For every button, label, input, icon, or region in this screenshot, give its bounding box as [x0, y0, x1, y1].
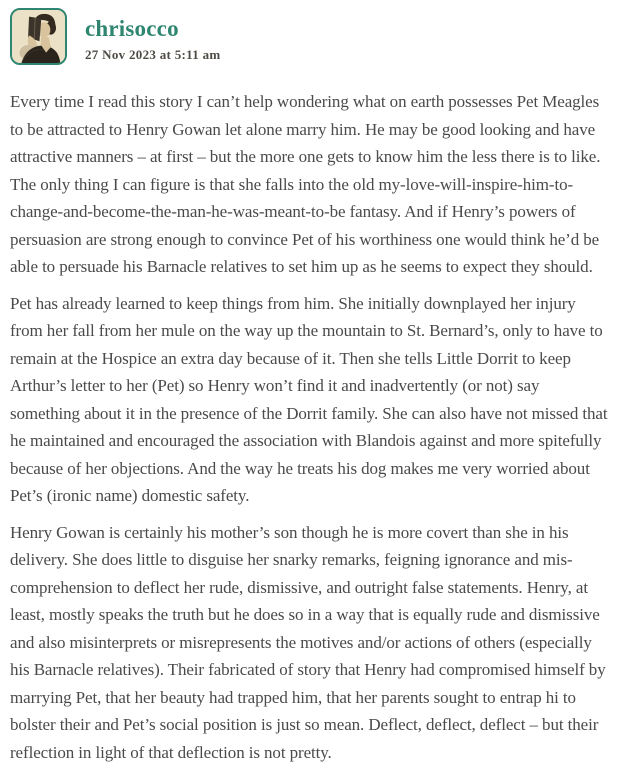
- comment-meta: [85, 8, 221, 64]
- comment-body: [10, 88, 611, 766]
- avatar: [10, 8, 67, 65]
- comment-author-link[interactable]: chrisocco: [85, 16, 179, 41]
- vintage-woman-reading-icon: [12, 10, 65, 63]
- comment-paragraph-2: Pet has already learned to keep things from him. She initially downplayed her injury from her fall from her mule on the way up the mountain to St. Bernard’s, only to have to remain at the Hospice an extra day because of it. Then she tells Little Dorrit to keep Arthur’s letter to her (Pet) so Henry won’t find it and inadvertently (or not) say something about it in the presence of the Dorrit family. She can also have not missed that he maintained and encouraged the association with Blandois against and more spitefully because of her objections. And the way he treats his dog makes me very worried about Pet’s (ironic name) domestic safety.: [10, 293, 608, 505]
- comment-paragraph-3: Henry Gowan is certainly his mother’s son though he is more covert than she in his delivery. She does little to disguise her snarky remarks, feigning ignorance and miscomprehension to deflect her rude, dismissive, and outright false statements. Henry, at least, mostly speaks the truth but he does so in a way that is equally rude and dismissive and also misinterprets or misrepresents the motives and/or actions of others (especially his Barnacle relatives). Their fabricated of story that Henry had compromised himself by marrying Pet, that her beauty had trapped him, that her parents sought to entrap hi to bolster their and Pet’s social position is just so mean. Deflect, deflect, deflect – but their reflection in light of that deflection is not pretty.: [10, 522, 606, 762]
- comment-timestamp-link[interactable]: 27 Nov 2023 at 5:11 am: [85, 47, 221, 62]
- comment-paragraph-1: Every time I read this story I can’t help wondering what on earth possesses Pet Meagles to be attracted to Henry Gowan let alone marry him. He may be good looking and have attractive manners – at first – but the more one gets to know him the less there is to like. The only thing I can figure is that she falls into the old my-love-will-inspire-him-to-change-and-become-the-man-he-was-meant-to-be fantasy. And if Henry’s powers of persuasion are strong enough to convince Pet of his worthiness one would think he’d be able to persuade his Barnacle relatives to set him up as he seems to expect they should.: [10, 92, 601, 276]
- comment-header: [10, 8, 611, 65]
